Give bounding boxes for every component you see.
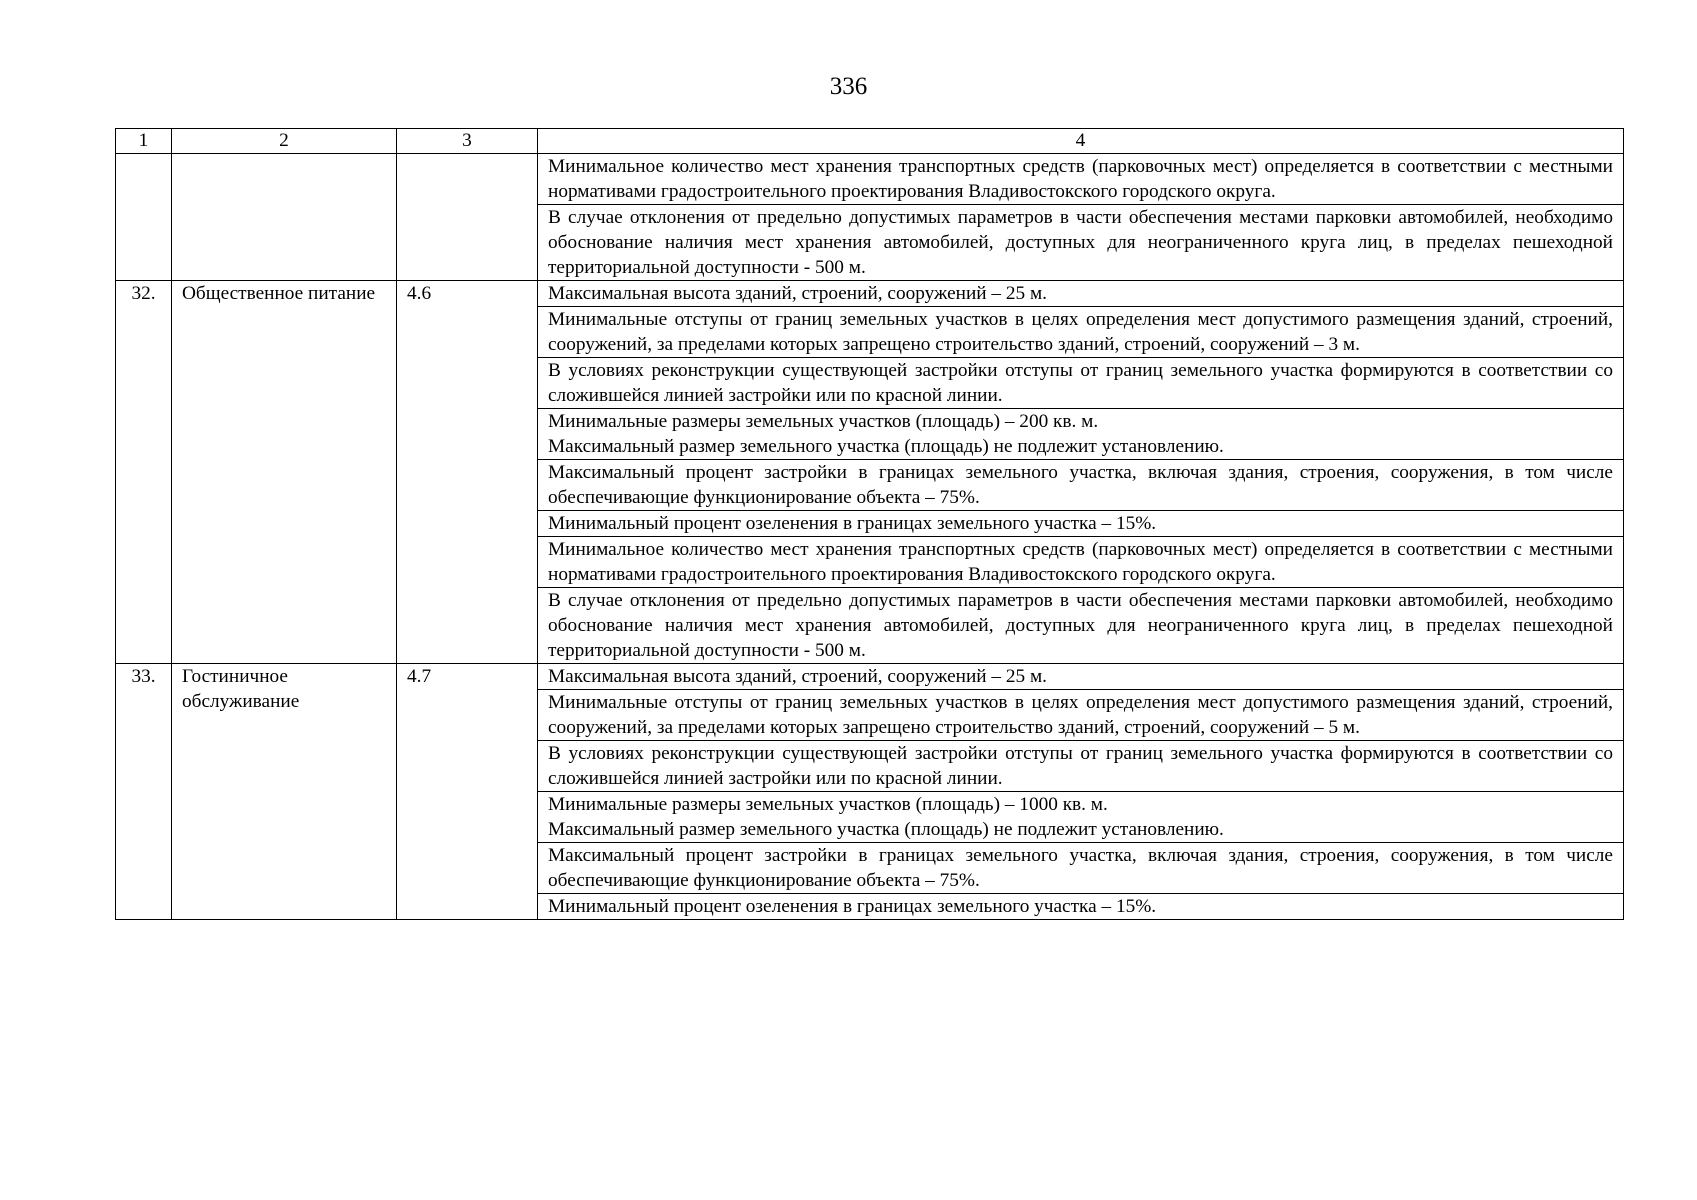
parameter-cell — [538, 843, 1624, 894]
use-type-name: Общественное питание — [172, 281, 397, 664]
parameter-text: В случае отклонения от предельно допустимых параметров в части обеспечения местами парковки автомобилей, необходимо обоснование наличия мест хранения автомобилей, доступных для неограниченного круга лиц, в пределах пешеходной территориальной доступности - 500 м. — [548, 207, 1613, 278]
parameter-text: Минимальный процент озеленения в границах земельного участка – 15%. — [548, 896, 1157, 917]
use-type-name: Гостиничное обслуживание — [172, 664, 397, 920]
parameter-text: Максимальная высота зданий, строений, сооружений – 25 м. — [548, 666, 1048, 687]
use-type-name — [172, 154, 397, 281]
row-number: 32. — [116, 281, 172, 664]
parameter-cell — [538, 307, 1624, 358]
row-number — [116, 154, 172, 281]
parameter-text: Максимальный размер земельного участка (площадь) не подлежит установлению. — [548, 819, 1224, 840]
parameter-cell — [538, 281, 1624, 307]
parameter-cell — [538, 792, 1624, 843]
use-type-code — [397, 154, 538, 281]
parameter-cell — [538, 358, 1624, 409]
parameter-text: В случае отклонения от предельно допустимых параметров в части обеспечения местами парковки автомобилей, необходимо обоснование наличия мест хранения автомобилей, доступных для неограниченного круга лиц, в пределах пешеходной территориальной доступности - 500 м. — [548, 590, 1613, 661]
use-type-code: 4.6 — [397, 281, 538, 664]
parameter-text: Минимальное количество мест хранения транспортных средств (парковочных мест) определяется в соответствии с местными нормативами градостроительного проектирования Владивостокского городского округа. — [548, 156, 1613, 202]
parameter-cell — [538, 664, 1624, 690]
parameter-text: Минимальные отступы от границ земельных участков в целях определения мест допустимого размещения зданий, строений, сооружений, за пределами которых запрещено строительство зданий, строений, сооружений – 5 м. — [548, 692, 1613, 738]
parameter-text: В условиях реконструкции существующей застройки отступы от границ земельного участка формируются в соответствии со сложившейся линией застройки или по красной линии. — [548, 743, 1613, 789]
parameter-text: Минимальные размеры земельных участков (площадь) – 200 кв. м. — [548, 411, 1099, 432]
row-number: 33. — [116, 664, 172, 920]
parameter-text: В условиях реконструкции существующей застройки отступы от границ земельного участка формируются в соответствии со сложившейся линией застройки или по красной линии. — [548, 360, 1613, 406]
regulations-table — [115, 128, 1624, 920]
use-type-code: 4.7 — [397, 664, 538, 920]
parameter-cell — [538, 690, 1624, 741]
regulations-table-body — [116, 129, 1624, 920]
column-number: 1 — [116, 129, 172, 154]
column-number-row — [116, 129, 1624, 154]
parameter-text: Минимальные отступы от границ земельных участков в целях определения мест допустимого размещения зданий, строений, сооружений, за пределами которых запрещено строительство зданий, строений, сооружений – 3 м. — [548, 309, 1613, 355]
table-row — [116, 281, 1624, 307]
parameter-text: Максимальный размер земельного участка (площадь) не подлежит установлению. — [548, 436, 1224, 457]
parameter-text: Максимальная высота зданий, строений, сооружений – 25 м. — [548, 283, 1048, 304]
parameter-cell — [538, 511, 1624, 537]
parameter-cell — [538, 409, 1624, 460]
parameter-cell — [538, 205, 1624, 281]
page-number: 336 — [829, 73, 868, 100]
parameter-cell — [538, 894, 1624, 920]
table-row — [116, 664, 1624, 690]
column-number: 2 — [172, 129, 397, 154]
column-number: 3 — [397, 129, 538, 154]
parameter-text: Максимальный процент застройки в границах земельного участка, включая здания, строения, сооружения, в том числе обеспечивающие функционирование объекта – 75%. — [548, 462, 1613, 508]
parameter-cell — [538, 154, 1624, 205]
table-row — [116, 154, 1624, 205]
parameter-cell — [538, 537, 1624, 588]
parameter-text: Минимальный процент озеленения в границах земельного участка – 15%. — [548, 513, 1157, 534]
parameter-cell — [538, 460, 1624, 511]
parameter-cell — [538, 588, 1624, 664]
parameter-text: Максимальный процент застройки в границах земельного участка, включая здания, строения, сооружения, в том числе обеспечивающие функционирование объекта – 75%. — [548, 845, 1613, 891]
parameter-cell — [538, 741, 1624, 792]
column-number: 4 — [538, 129, 1624, 154]
parameter-text: Минимальные размеры земельных участков (площадь) – 1000 кв. м. — [548, 794, 1108, 815]
parameter-text: Минимальное количество мест хранения транспортных средств (парковочных мест) определяется в соответствии с местными нормативами градостроительного проектирования Владивостокского городского округа. — [548, 539, 1613, 585]
